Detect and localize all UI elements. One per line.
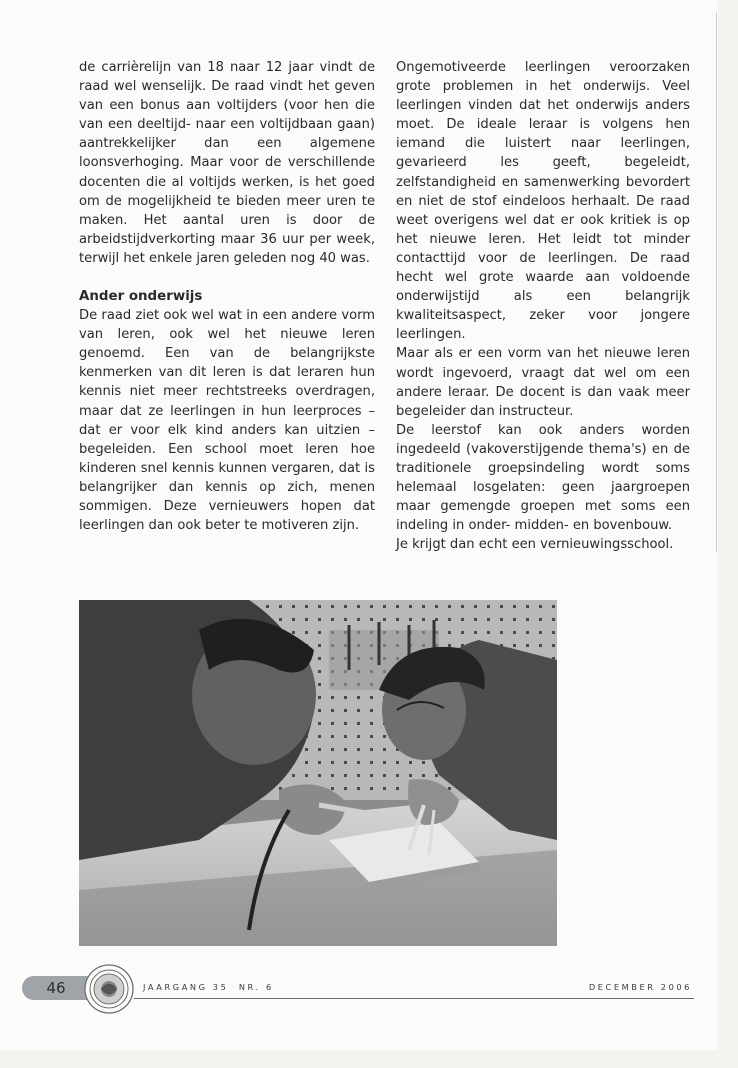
right-column <box>396 58 690 554</box>
right-paragraph-3: De leerstof kan ook anders worden ingedeeld (vakoverstijgende thema's) en de traditionele groepsindeling wordt soms helemaal losgelaten: geen jaargroepen maar gemengde groepen met soms een indeling in onder- midden- en bovenbouw. <box>396 422 690 534</box>
left-paragraph-1: de carrièrelijn van 18 naar 12 jaar vindt de raad wel wenselijk. De raad vindt het geven van een bonus aan voltijders (voor hen die van een deeltijd- naar een voltijdbaan gaan) aantrekkelijker dan een algemene loonsverhoging. Maar voor de verschillende docenten die al voltijds werken, is het goed om de mogelijkheid te bieden meer uren te maken. Het aantal uren is door de arbeidstijdverkorting maar 36 uur per week, terwijl het enkele jaren geleden nog 40 was. <box>79 60 375 266</box>
page-footer <box>0 962 718 1018</box>
journal-seal-icon <box>84 964 134 1014</box>
workshop-photo <box>79 600 557 946</box>
right-paragraph-4: Je krijgt dan echt een vernieuwingsschool. <box>396 537 674 553</box>
footer-rule <box>134 998 694 999</box>
section-heading: Ander onderwijs <box>79 289 203 305</box>
page-edge-line <box>716 12 717 552</box>
right-paragraph-2: Maar als er een vorm van het nieuwe leren wordt ingevoerd, vraagt dat wel om een andere leraar. De docent is dan vaak meer begeleider dan instructeur. <box>396 346 690 419</box>
left-column <box>79 58 375 535</box>
left-paragraph-2: De raad ziet ook wel wat in een andere vorm van leren, ook wel het nieuwe leren genoemd. Een van de belangrijkste kenmerken van dit leren is dat leraren hun kennis niet meer rechtstreeks overdragen, maar dat ze leerlingen in hun leerproces – dat er voor elk kind anders kan uitzien – begeleiden. Een school moet leren hoe kinderen snel kennis kunnen vergaren, dat is belangrijker dan kennis op zich, menen sommigen. Deze vernieuwers hopen dat leerlingen dan ook beter te motiveren zijn. <box>79 308 375 534</box>
page-number: 46 <box>46 979 66 997</box>
right-paragraph-1: Ongemotiveerde leerlingen veroorzaken grote problemen in het onderwijs. Veel leerlingen vinden dat het onderwijs anders moet. De ideale leraar is volgens hen iemand die luistert naar leerlingen, gevarieerd les geeft, begeleidt, zelfstandigheid en samenwerking bevordert en niet de stof eindeloos herhaalt. De raad weet overigens wel dat er ook kritiek is op het nieuwe leren. Het leidt tot minder contacttijd voor de leerlingen. De raad hecht wel grote waarde aan voldoende onderwijstijd als een belangrijk kwaliteitsaspect, zeker voor jongere leerlingen. <box>396 60 690 343</box>
issue-date: DECEMBER 2006 <box>588 982 692 992</box>
volume-label: JAARGANG 35 NR. 6 <box>143 982 274 992</box>
